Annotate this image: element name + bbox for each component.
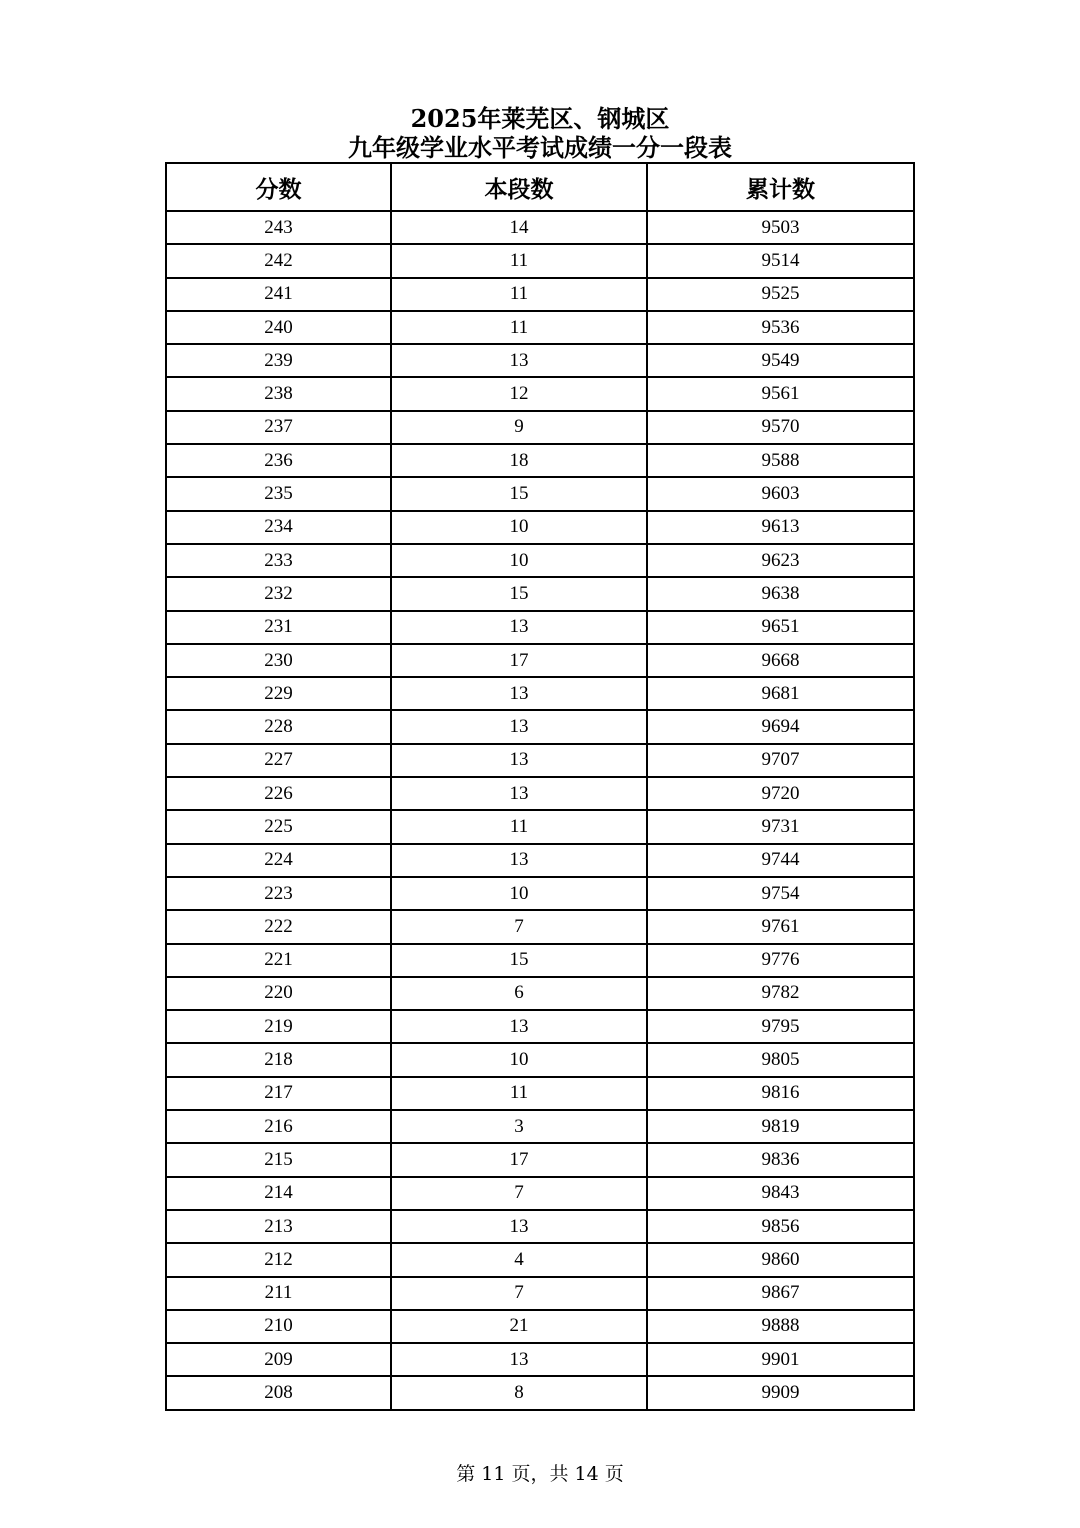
table-row — [166, 577, 914, 610]
cell-score: 220 — [166, 977, 391, 1010]
cell-score: 210 — [166, 1310, 391, 1343]
table-row — [166, 1310, 914, 1343]
cell-score: 243 — [166, 211, 391, 244]
cell-segment-count: 6 — [391, 977, 647, 1010]
cell-score: 208 — [166, 1376, 391, 1409]
cell-cumulative-count: 9588 — [647, 444, 914, 477]
cell-score: 231 — [166, 611, 391, 644]
cell-segment-count: 3 — [391, 1110, 647, 1143]
cell-score: 215 — [166, 1143, 391, 1176]
table-row — [166, 377, 914, 410]
cell-cumulative-count: 9867 — [647, 1277, 914, 1310]
cell-segment-count: 11 — [391, 311, 647, 344]
table-row — [166, 1376, 914, 1409]
cell-score: 237 — [166, 411, 391, 444]
cell-cumulative-count: 9514 — [647, 244, 914, 277]
cell-segment-count: 11 — [391, 278, 647, 311]
cell-score: 236 — [166, 444, 391, 477]
table-row — [166, 1243, 914, 1276]
cell-cumulative-count: 9901 — [647, 1343, 914, 1376]
cell-cumulative-count: 9549 — [647, 344, 914, 377]
cell-score: 230 — [166, 644, 391, 677]
cell-segment-count: 13 — [391, 1343, 647, 1376]
cell-score: 209 — [166, 1343, 391, 1376]
table-row — [166, 278, 914, 311]
cell-score: 232 — [166, 577, 391, 610]
table-body — [166, 211, 914, 1410]
cell-score: 221 — [166, 944, 391, 977]
cell-segment-count: 10 — [391, 511, 647, 544]
cell-segment-count: 7 — [391, 1177, 647, 1210]
cell-score: 212 — [166, 1243, 391, 1276]
cell-segment-count: 9 — [391, 411, 647, 444]
cell-segment-count: 11 — [391, 1077, 647, 1110]
cell-score: 218 — [166, 1043, 391, 1076]
table-row — [166, 1343, 914, 1376]
cell-score: 241 — [166, 278, 391, 311]
cell-cumulative-count: 9860 — [647, 1243, 914, 1276]
table-row — [166, 211, 914, 244]
cell-segment-count: 17 — [391, 644, 647, 677]
cell-cumulative-count: 9856 — [647, 1210, 914, 1243]
table-row — [166, 810, 914, 843]
cell-cumulative-count: 9613 — [647, 511, 914, 544]
cell-cumulative-count: 9720 — [647, 777, 914, 810]
cell-segment-count: 13 — [391, 777, 647, 810]
cell-segment-count: 13 — [391, 677, 647, 710]
cell-cumulative-count: 9623 — [647, 544, 914, 577]
table-row — [166, 244, 914, 277]
cell-score: 233 — [166, 544, 391, 577]
page-number: 第 11 页，共 14 页 — [456, 1463, 624, 1485]
cell-segment-count: 8 — [391, 1376, 647, 1409]
cell-cumulative-count: 9536 — [647, 311, 914, 344]
cell-segment-count: 13 — [391, 1210, 647, 1243]
cell-cumulative-count: 9888 — [647, 1310, 914, 1343]
cell-segment-count: 13 — [391, 611, 647, 644]
table-row — [166, 1110, 914, 1143]
cell-score: 222 — [166, 910, 391, 943]
cell-cumulative-count: 9776 — [647, 944, 914, 977]
cell-score: 214 — [166, 1177, 391, 1210]
table-row — [166, 544, 914, 577]
cell-cumulative-count: 9843 — [647, 1177, 914, 1210]
table-row — [166, 677, 914, 710]
cell-segment-count: 13 — [391, 710, 647, 743]
cell-cumulative-count: 9795 — [647, 1010, 914, 1043]
table-row — [166, 1143, 914, 1176]
cell-segment-count: 10 — [391, 877, 647, 910]
cell-cumulative-count: 9731 — [647, 810, 914, 843]
table-row — [166, 1277, 914, 1310]
cell-score: 213 — [166, 1210, 391, 1243]
cell-score: 219 — [166, 1010, 391, 1043]
cell-cumulative-count: 9503 — [647, 211, 914, 244]
cell-segment-count: 13 — [391, 744, 647, 777]
document-title: 2025年莱芜区、钢城区 — [410, 104, 670, 133]
cell-segment-count: 13 — [391, 844, 647, 877]
table-row — [166, 1043, 914, 1076]
table-row — [166, 1077, 914, 1110]
table-row — [166, 344, 914, 377]
cell-cumulative-count: 9694 — [647, 710, 914, 743]
cell-cumulative-count: 9681 — [647, 677, 914, 710]
cell-segment-count: 21 — [391, 1310, 647, 1343]
header-score: 分数 — [166, 163, 391, 211]
table-row — [166, 1210, 914, 1243]
cell-score: 223 — [166, 877, 391, 910]
cell-cumulative-count: 9836 — [647, 1143, 914, 1176]
cell-cumulative-count: 9651 — [647, 611, 914, 644]
cell-score: 217 — [166, 1077, 391, 1110]
table-row — [166, 411, 914, 444]
table-row — [166, 444, 914, 477]
table-row — [166, 944, 914, 977]
cell-segment-count: 18 — [391, 444, 647, 477]
cell-score: 238 — [166, 377, 391, 410]
table-row — [166, 311, 914, 344]
cell-cumulative-count: 9707 — [647, 744, 914, 777]
cell-cumulative-count: 9525 — [647, 278, 914, 311]
table-row — [166, 477, 914, 510]
cell-cumulative-count: 9782 — [647, 977, 914, 1010]
cell-segment-count: 13 — [391, 344, 647, 377]
header-segment-count: 本段数 — [391, 163, 647, 211]
cell-segment-count: 7 — [391, 910, 647, 943]
cell-cumulative-count: 9816 — [647, 1077, 914, 1110]
cell-score: 240 — [166, 311, 391, 344]
cell-segment-count: 14 — [391, 211, 647, 244]
cell-cumulative-count: 9638 — [647, 577, 914, 610]
cell-score: 228 — [166, 710, 391, 743]
cell-segment-count: 15 — [391, 577, 647, 610]
table-row — [166, 1177, 914, 1210]
table-row — [166, 777, 914, 810]
table-row — [166, 744, 914, 777]
table-row — [166, 844, 914, 877]
cell-segment-count: 15 — [391, 944, 647, 977]
cell-score: 242 — [166, 244, 391, 277]
cell-cumulative-count: 9668 — [647, 644, 914, 677]
cell-cumulative-count: 9561 — [647, 377, 914, 410]
cell-score: 229 — [166, 677, 391, 710]
cell-score: 224 — [166, 844, 391, 877]
table-row — [166, 611, 914, 644]
cell-score: 227 — [166, 744, 391, 777]
cell-score: 234 — [166, 511, 391, 544]
header-cumulative-count: 累计数 — [647, 163, 914, 211]
score-distribution-table — [165, 162, 915, 1411]
table-header-row — [166, 163, 914, 211]
cell-cumulative-count: 9819 — [647, 1110, 914, 1143]
cell-score: 235 — [166, 477, 391, 510]
cell-segment-count: 13 — [391, 1010, 647, 1043]
cell-cumulative-count: 9909 — [647, 1376, 914, 1409]
table-row — [166, 710, 914, 743]
cell-score: 225 — [166, 810, 391, 843]
cell-segment-count: 17 — [391, 1143, 647, 1176]
cell-segment-count: 11 — [391, 244, 647, 277]
cell-score: 216 — [166, 1110, 391, 1143]
cell-segment-count: 7 — [391, 1277, 647, 1310]
cell-cumulative-count: 9754 — [647, 877, 914, 910]
cell-score: 239 — [166, 344, 391, 377]
cell-cumulative-count: 9570 — [647, 411, 914, 444]
table-row — [166, 877, 914, 910]
cell-cumulative-count: 9603 — [647, 477, 914, 510]
cell-segment-count: 12 — [391, 377, 647, 410]
table-row — [166, 1010, 914, 1043]
cell-score: 226 — [166, 777, 391, 810]
table-row — [166, 644, 914, 677]
cell-segment-count: 4 — [391, 1243, 647, 1276]
cell-segment-count: 10 — [391, 544, 647, 577]
table-row — [166, 910, 914, 943]
cell-cumulative-count: 9805 — [647, 1043, 914, 1076]
cell-segment-count: 15 — [391, 477, 647, 510]
document-subtitle: 九年级学业水平考试成绩一分一段表 — [348, 133, 732, 162]
cell-cumulative-count: 9761 — [647, 910, 914, 943]
cell-score: 211 — [166, 1277, 391, 1310]
cell-segment-count: 11 — [391, 810, 647, 843]
table-row — [166, 977, 914, 1010]
cell-segment-count: 10 — [391, 1043, 647, 1076]
cell-cumulative-count: 9744 — [647, 844, 914, 877]
table-row — [166, 511, 914, 544]
